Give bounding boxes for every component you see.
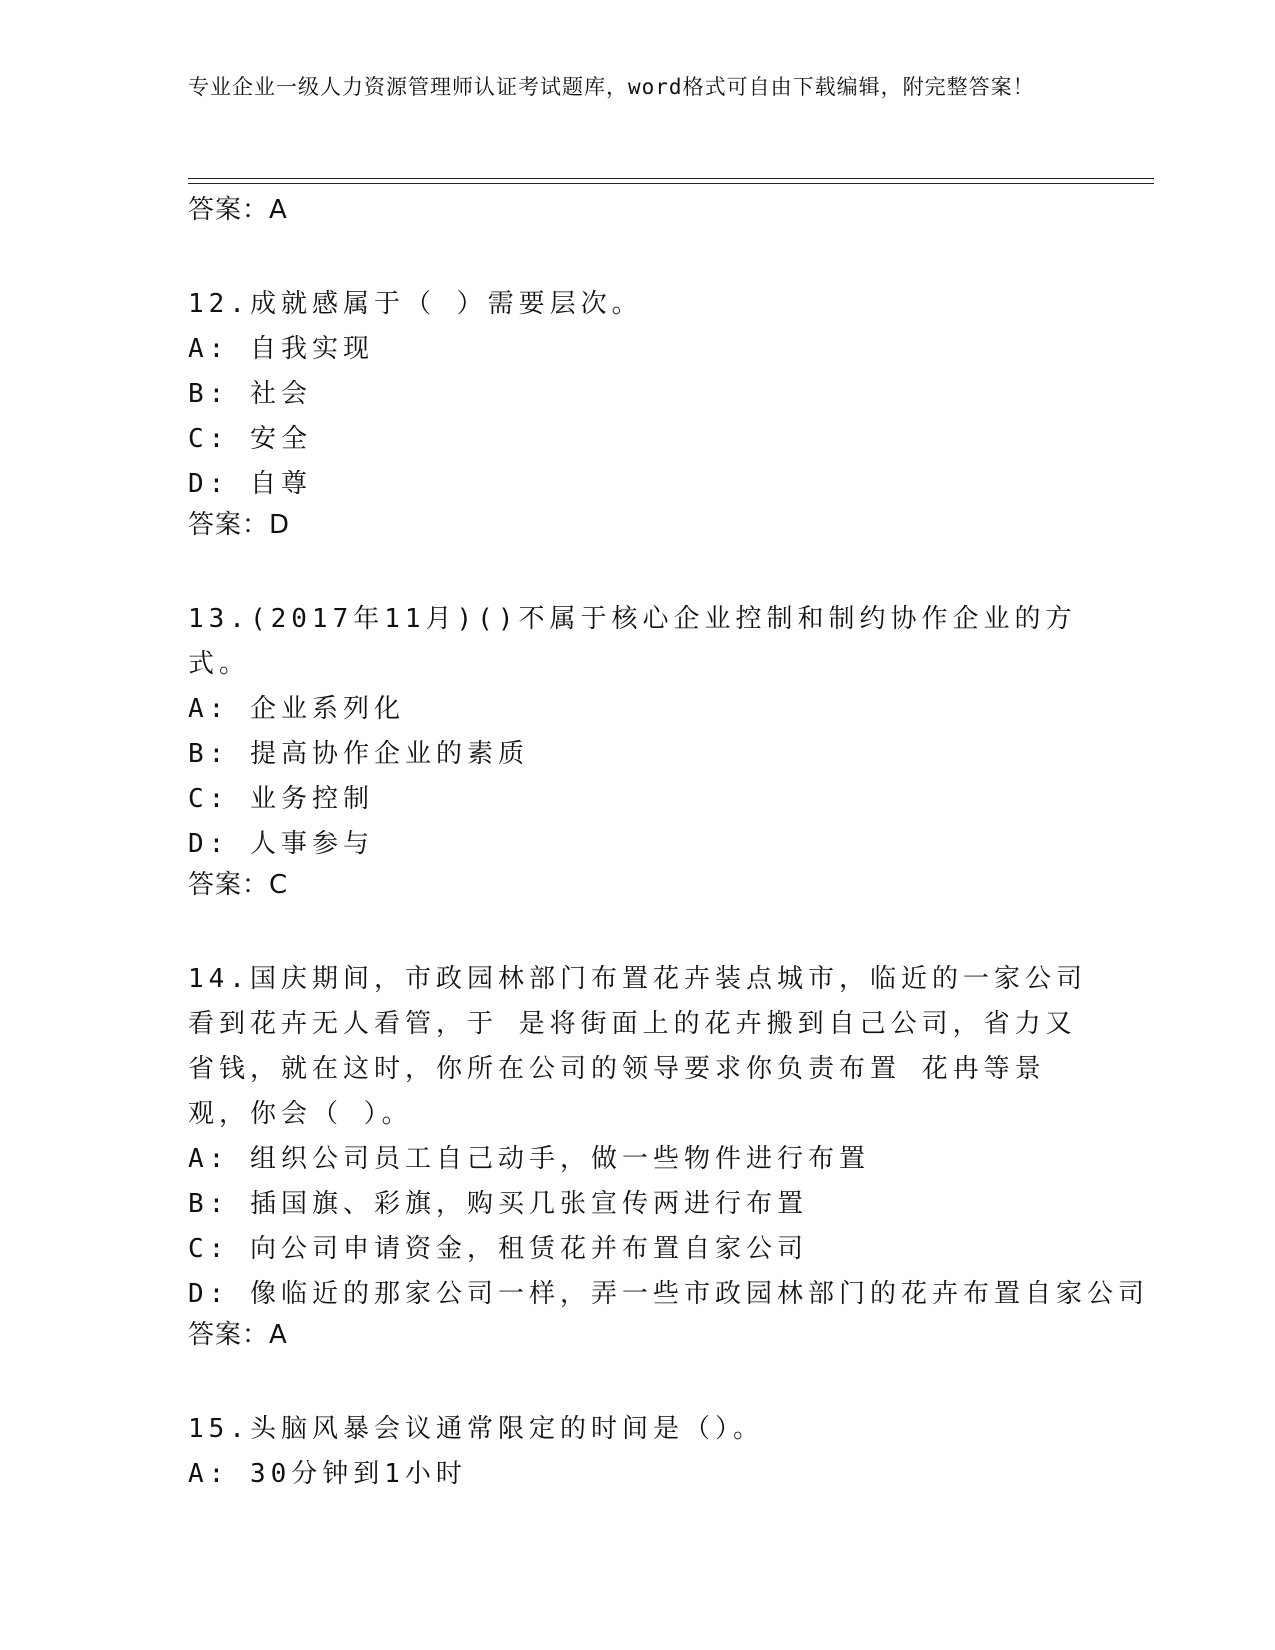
question-14 <box>188 957 1149 1353</box>
option-c: C: 向公司申请资金，租赁花并布置自家公司 <box>188 1234 808 1264</box>
answer-line: 答案：D <box>188 510 291 540</box>
option-a: A: 企业系列化 <box>188 694 405 724</box>
question-stem: 13.(2017年11月)()不属于核心企业控制和制约协作企业的方式。 <box>188 604 1077 679</box>
page-header: 专业企业一级人力资源管理师认证考试题库，word格式可自由下载编辑，附完整答案！ <box>188 75 1035 99</box>
question-stem: 14.国庆期间，市政园林部门布置花卉装点城市，临近的一家公司看到花卉无人看管，于 是将街面上的花卉搬到自己公司，省力又省钱，就在这时，你所在公司的领导要求你负责布置 花冉等景观，你会（ ）。 <box>188 964 1087 1129</box>
answer-line: 答案：A <box>188 1320 288 1350</box>
option-a: A: 自我实现 <box>188 334 374 364</box>
option-c: C: 安全 <box>188 424 312 454</box>
option-d: D: 像临近的那家公司一样，弄一些市政园林部门的花卉布置自家公司 <box>188 1279 1149 1309</box>
option-a: A: 组织公司员工自己动手，做一些物件进行布置 <box>188 1144 870 1174</box>
question-13 <box>188 597 1088 903</box>
option-a: A: 30分钟到1小时 <box>188 1459 467 1489</box>
header-divider-top <box>188 178 1154 179</box>
header-divider-bottom <box>188 183 1154 184</box>
option-d: D: 人事参与 <box>188 829 374 859</box>
option-b: B: 社会 <box>188 379 312 409</box>
question-12 <box>188 282 1088 543</box>
option-b: B: 提高协作企业的素质 <box>188 739 529 769</box>
answer-line: 答案：A <box>188 195 288 225</box>
option-c: C: 业务控制 <box>188 784 374 814</box>
question-stem: 15.头脑风暴会议通常限定的时间是（）。 <box>188 1414 764 1444</box>
answer-line: 答案：C <box>188 870 289 900</box>
option-d: D: 自尊 <box>188 469 312 499</box>
option-b: B: 插国旗、彩旗，购买几张宣传两进行布置 <box>188 1189 808 1219</box>
question-stem: 12.成就感属于（ ）需要层次。 <box>188 289 643 319</box>
question-15 <box>188 1407 1088 1497</box>
question-list <box>188 192 1149 1497</box>
